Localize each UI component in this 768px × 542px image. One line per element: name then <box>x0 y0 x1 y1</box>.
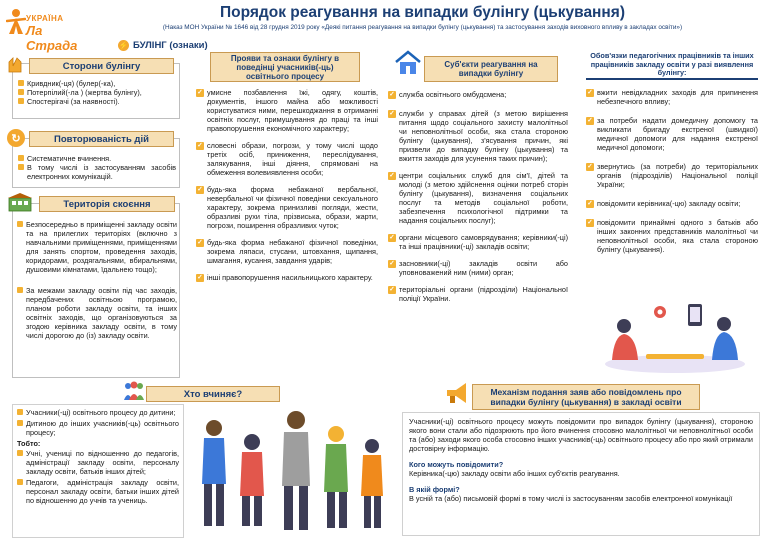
check-icon <box>17 287 23 293</box>
check-icon: ✓ <box>389 90 395 98</box>
list-item: Учасники(-ці) освітнього процесу до дитини; <box>17 408 179 417</box>
mechanism-answer-form: В усній та (або) письмовій формі в тому числі із застосуванням засобів електронної комунікації <box>409 494 733 503</box>
check-icon: ✓ <box>197 185 203 193</box>
who-title: Хто вчиняє? <box>146 386 280 402</box>
check-icon: ✓ <box>389 259 395 267</box>
repetition-title: Повторюваність дій <box>29 131 174 147</box>
list-item: Потерпілий(-ла ) (жертва булінгу), <box>18 88 176 97</box>
repetition-box <box>11 132 180 188</box>
check-icon <box>17 420 23 426</box>
check-icon: ✓ <box>587 88 593 96</box>
check-icon <box>18 80 24 86</box>
page-title: Порядок реагування на випадки булінгу (цькування) <box>219 4 625 21</box>
mechanism-title: Механізм подання заяв або повідомлень про випадки булінгу (цькування) в закладі освіти <box>472 384 700 410</box>
list-item: ✓ словесні образи, погрози, у тому числі щодо третіх осіб, приниження, переслідування, залякування, інші діяння, спрямовані на обмеження волевиявлення особи; <box>197 141 378 177</box>
list-item: Спостерігачі (за наявності). <box>18 97 176 106</box>
who-section <box>12 380 388 540</box>
check-icon <box>17 409 23 415</box>
check-icon: ✓ <box>389 109 395 117</box>
group-icon <box>122 380 146 402</box>
check-icon: ✓ <box>587 199 593 207</box>
subjects-title: Суб'єкти реагування на випадки булінгу <box>424 56 558 82</box>
logo-line2: Ла Страда <box>26 23 78 53</box>
list-item: ✓ служба освітнього омбудсмена; <box>389 90 507 99</box>
logo-line1: УКРАЇНА <box>26 14 64 23</box>
list-item: ✓ повідомити принаймні одного з батьків або інших законних представників малолітньої чи неповнолітньої особи, яка стала стороною булінгу (цькування). <box>587 218 758 254</box>
check-icon: ✓ <box>197 273 203 281</box>
mechanism-answer-who: Керівника(-цю) закладу освіти або інших суб'єктів реагування. <box>409 469 620 478</box>
mechanism-paragraph: Учасники(-ці) освітнього процесу можуть повідомити про випадок булінгу (цькування), стороною якого вони стали або підозрюють про його вчинення стосовно малолітньої чи неповнолітньої особи та (або) заходи якого особа стосовно інших учасників(-ць) освітнього процесу або про який отримали достовірну інформацію. <box>409 417 753 453</box>
sides-title: Сторони булінгу <box>29 58 174 74</box>
manifestations-section <box>196 52 378 372</box>
list-item: За межами закладу освіти під час заходів, передбачених освітньою програмою, планом роботи закладу освіти, та інших освітніх заходів, що організовуються за згодою керівника закладу освіти, в тому числі дорогою до (із) закладу освіти. <box>17 286 177 340</box>
list-item: ✓ центри соціальних служб для сім'ї, дітей та молоді (з метою здійснення оцінки потреб сторін булінгу (цькування), визначення соціальних послуг та методів соціальної роботи, забезпечення психологічної підтримки та надання соціальних послуг); <box>389 171 568 225</box>
mechanism-question-who: Кого можуть повідомити? <box>409 460 504 469</box>
check-icon: ✓ <box>389 171 395 179</box>
bulling-label <box>118 40 208 51</box>
list-item: ✓ органи місцевого самоврядування; керівники(-ці) та інші працівники(-ці) закладів освіти; <box>389 233 568 251</box>
page-subtitle: (Наказ МОН України № 1646 від 28 грудня 2019 року «Деякі питання реагування на випадки булінгу (цькування) та застосування заходів виховного впливу в закладах освіти») <box>162 24 683 31</box>
check-icon: ✓ <box>197 238 203 246</box>
territory-title: Територія скоєння <box>39 196 175 212</box>
list-item: ✓ повідомити керівника(-цю) закладу освіти; <box>587 199 741 208</box>
who-box <box>12 404 184 538</box>
lightning-icon: ⚡ <box>118 41 129 50</box>
check-icon: ✓ <box>389 285 395 293</box>
repetition-list <box>18 154 176 181</box>
school-icon <box>7 192 33 212</box>
list-item: Систематичне вчинення. <box>18 154 176 163</box>
people-illustration <box>192 406 388 538</box>
list-item: ✓ служби у справах дітей (з метою вирішення питання щодо соціального захисту малолітньої чи неповнолітньої особи, яка стала стороною булінгу (цькування), з'ясування причин, які призвели до випадку булінгу (цькування) та вжиття заходів для усунення таких причин); <box>389 109 568 163</box>
list-item: ✓ територіальні органи (підрозділи) Національної поліції України. <box>389 285 568 303</box>
list-item: ✓ інші правопорушення насильницького характеру. <box>197 273 373 282</box>
sides-box <box>12 60 180 119</box>
list-item: ✓ за потреби надати домедичну допомогу та викликати бригаду екстреної (швидкої) медичної допомоги для надання екстреної медичної допомоги; <box>587 116 758 152</box>
check-icon <box>17 450 23 456</box>
check-icon <box>18 155 24 161</box>
repeat-icon: ↻ <box>7 129 25 147</box>
check-icon: ✓ <box>587 162 593 170</box>
territory-box <box>12 198 180 378</box>
list-item: ✓ засновники(-ці) закладів освіти або уповноважений ним (ними) орган; <box>389 259 568 277</box>
check-icon: ✓ <box>197 88 203 96</box>
bulling-label-text: БУЛІНГ (ознаки) <box>133 40 208 51</box>
check-icon <box>17 221 23 227</box>
duties-list <box>586 88 758 254</box>
list-item: Педагоги, адміністрація закладу освіти, персонал закладу освіти, батьки інших дітей по відношенню до учнів та учениць. <box>17 478 179 505</box>
check-icon: ✓ <box>197 141 203 149</box>
mechanism-box <box>402 412 760 536</box>
mechanism-question-form: В якій формі? <box>409 485 460 494</box>
list-item: ✓ умисне позбавлення їжі, одягу, коштів, документів, іншого майна або можливості користуватися ними, перешкоджання в отриманні освітніх послуг, примушування до праці та інші правопорушення економічного характеру; <box>197 88 378 133</box>
check-icon <box>18 98 24 104</box>
list-item: ✓ вжити невідкладних заходів для припинення небезпечного впливу; <box>587 88 758 106</box>
manifestations-list <box>196 88 378 282</box>
logo <box>6 4 78 53</box>
hands-icon <box>5 54 25 74</box>
territory-list <box>17 220 177 340</box>
sides-list <box>18 79 176 106</box>
who-also-label: Тобто: <box>17 439 41 448</box>
check-icon: ✓ <box>587 116 593 124</box>
mechanism-section <box>402 382 760 538</box>
list-item: ✓ звернутись (за потреби) до територіальних органів (підрозділів) Національної поліції України; <box>587 162 758 189</box>
check-icon: ✓ <box>587 218 593 226</box>
megaphone-icon <box>444 380 470 406</box>
check-icon <box>18 164 24 170</box>
check-icon <box>17 479 23 485</box>
subjects-section <box>388 52 568 370</box>
list-item: ✓ будь-яка форма небажаної фізичної поведінки, зокрема ляпаси, стусани, штовхання, щипання, шмагання, кусання, завдання ударів; <box>197 238 378 265</box>
house-icon <box>394 50 422 76</box>
list-item: Учні, учениці по відношенню до педагогів, адміністрації закладу освіти, персоналу закладу освіти, батьків інших дітей; <box>17 449 179 476</box>
check-icon <box>18 89 24 95</box>
duties-section <box>586 52 758 312</box>
list-item: Безпосередньо в приміщенні закладу освіти та на прилеглих територіях (включно з навчальними приміщеннями, приміщеннями для занять спортом, проведення заходів, коридорами, роздягальнями, вбиральнями, душовими кімнатами, їдальнею тощо); <box>17 220 177 274</box>
list-item: ✓ будь-яка форма небажаної вербальної, невербальної чи фізичної поведінки сексуального характеру, зокрема принизливі погляди, жести, образливі рухи тіла, прізвиська, образи, жарти, погрози, поширення образливих чуток; <box>197 185 378 230</box>
duties-title: Обов'язки педагогічних працівників та інших працівників закладу освіти у разі виявлення булінгу: <box>586 52 758 80</box>
conversation-illustration <box>596 298 754 378</box>
logo-figure-icon <box>6 8 26 36</box>
list-item: Кривдник(-ця) (булер(-ка), <box>18 79 176 88</box>
page-header <box>80 4 765 31</box>
check-icon: ✓ <box>389 233 395 241</box>
manifestations-title: Прояви та ознаки булінгу в поведінці учасників(-ць) освітнього процесу <box>210 52 360 82</box>
list-item: Дитиною до інших учасників(-ць) освітнього процесу; <box>17 419 179 437</box>
list-item: В тому числі із застосуванням засобів електронних комунікацій. <box>18 163 176 181</box>
subjects-list <box>388 90 568 303</box>
